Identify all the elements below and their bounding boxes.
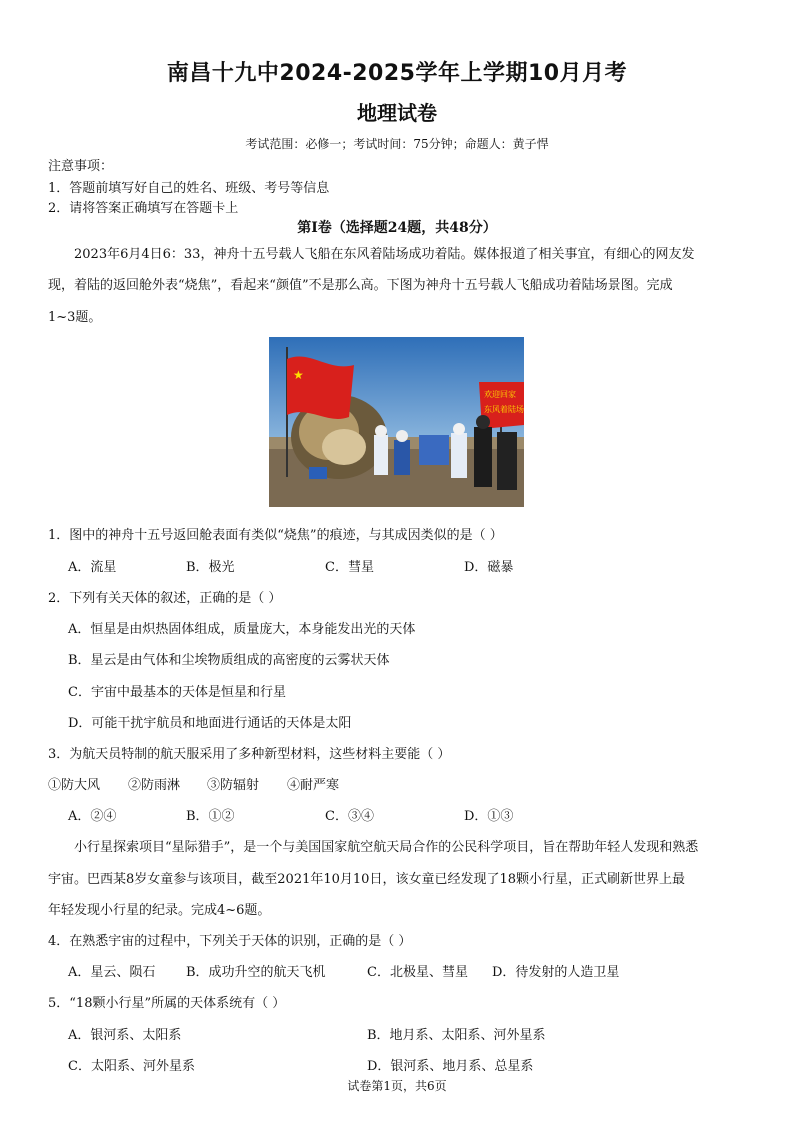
q4-option-a: A．星云、陨石: [68, 965, 156, 980]
passage2-line: 年轻发现小行星的纪录。完成4~6题。: [48, 903, 271, 918]
passage1-line: 1~3题。: [48, 310, 102, 325]
q5-option-a: A．银河系、太阳系: [68, 1028, 182, 1043]
q1-option-a: A．流星: [68, 560, 117, 575]
question-2-stem: 2．下列有关天体的叙述，正确的是（ ）: [48, 591, 282, 606]
exam-info: 考试范围：必修一；考试时间：75分钟；命题人：黄子悍: [245, 137, 549, 151]
question-4-stem: 4．在熟悉宇宙的过程中，下列关于天体的识别，正确的是（ ）: [48, 934, 412, 949]
passage1-line: 现，着陆的返回舱外表“烧焦”，看起来“颜值”不是那么高。下图为神舟十五号载人飞船成功着陆场景图。完成: [48, 278, 673, 293]
passage2-line: 宇宙。巴西某8岁女童参与该项目，截至2021年10月10日，该女童已经发现了18颗小行星，正式刷新世界上最: [48, 872, 685, 887]
q1-option-b: B．极光: [186, 560, 235, 575]
q5-option-b: B．地月系、太阳系、河外星系: [367, 1028, 546, 1043]
q3-choice: ①防大风: [48, 778, 101, 793]
q2-option-c: C．宇宙中最基本的天体是恒星和行星: [68, 685, 286, 700]
passage1-line: 2023年6月4日6：33，神舟十五号载人飞船在东风着陆场成功着陆。媒体报道了相关事宜，有细心的网友发: [74, 247, 695, 262]
q3-option-c: C．③④: [325, 809, 374, 824]
q3-choice: ②防雨淋: [128, 778, 181, 793]
q3-choice: ③防辐射: [207, 778, 260, 793]
q3-option-d: D．①③: [464, 809, 514, 824]
landing-photo: [269, 337, 524, 507]
svg-text:★: ★: [293, 368, 304, 382]
question-5-stem: 5．“18颗小行星”所属的天体系统有（ ）: [48, 996, 286, 1011]
notes-heading: 注意事项：: [48, 159, 114, 174]
page-footer: 试卷第1页，共6页: [347, 1079, 447, 1093]
exam-title: 南昌十九中2024-2025学年上学期10月月考: [166, 61, 628, 86]
section-title: 第Ⅰ卷（选择题24题，共48分）: [297, 220, 497, 236]
q3-option-a: A．②④: [68, 809, 117, 824]
q3-option-b: B．①②: [186, 809, 235, 824]
notes-item: 2．请将答案正确填写在答题卡上: [48, 201, 239, 216]
q1-option-c: C．彗星: [325, 560, 374, 575]
banner-text: 欢迎回家: [484, 390, 516, 399]
notes-item: 1．答题前填写好自己的姓名、班级、考号等信息: [48, 181, 330, 196]
q1-option-d: D．磁暴: [464, 560, 514, 575]
q4-option-b: B．成功升空的航天飞机: [186, 965, 326, 980]
question-3-stem: 3．为航天员特制的航天服采用了多种新型材料，这些材料主要能（ ）: [48, 747, 451, 762]
q4-option-d: D．待发射的人造卫星: [492, 965, 620, 980]
q5-option-d: D．银河系、地月系、总星系: [367, 1059, 534, 1074]
q3-choice: ④耐严寒: [287, 778, 340, 793]
q4-option-c: C．北极星、彗星: [367, 965, 468, 980]
q5-option-c: C．太阳系、河外星系: [68, 1059, 195, 1074]
banner-text: 东风着陆场: [484, 405, 524, 414]
passage2-line: 小行星探索项目“星际猎手”，是一个与美国国家航空航天局合作的公民科学项目，旨在帮助年轻人发现和熟悉: [74, 840, 699, 855]
q2-option-d: D．可能干扰宇航员和地面进行通话的天体是太阳: [68, 716, 352, 731]
q2-option-b: B．星云是由气体和尘埃物质组成的高密度的云雾状天体: [68, 653, 390, 668]
question-1-stem: 1．图中的神舟十五号返回舱表面有类似“烧焦”的痕迹，与其成因类似的是（ ）: [48, 528, 503, 543]
q2-option-a: A．恒星是由炽热固体组成，质量庞大，本身能发出光的天体: [68, 622, 416, 637]
exam-subject: 地理试卷: [357, 101, 437, 125]
